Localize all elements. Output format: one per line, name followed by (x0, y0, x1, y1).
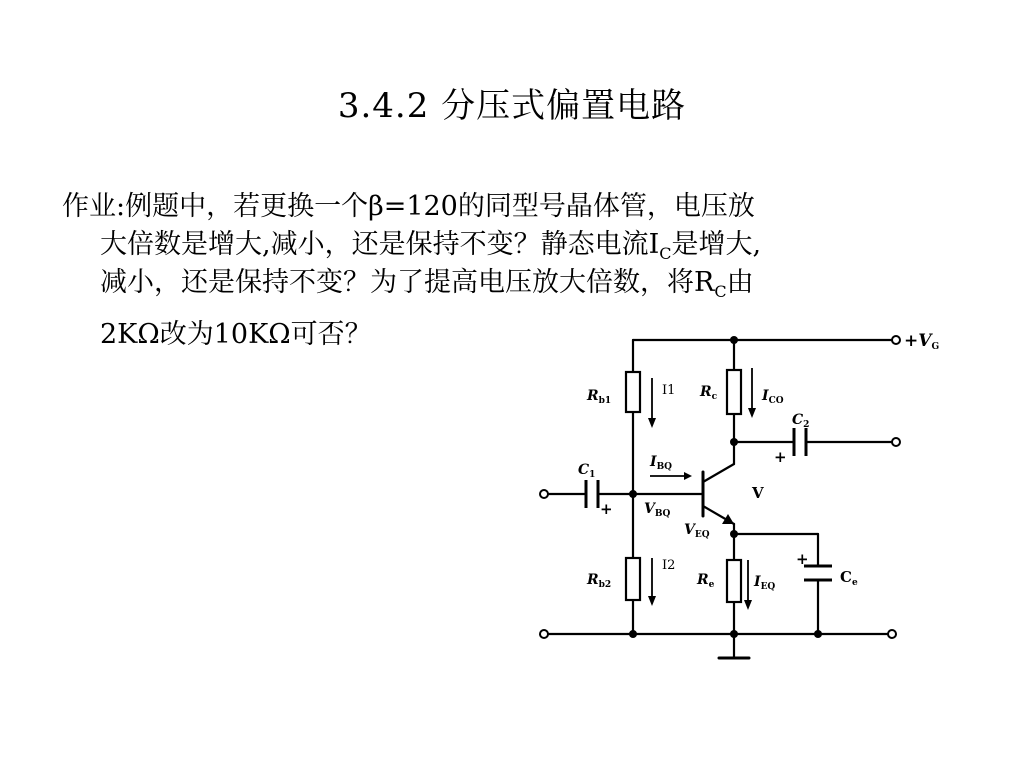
homework-line-3-b: 由 (726, 267, 754, 298)
re-resistor (727, 560, 741, 602)
homework-line-1: 作业:例题中，若更换一个β=120的同型号晶体管，电压放 (62, 191, 755, 222)
input-terminal (540, 490, 548, 498)
ce-polarity-label: + (796, 550, 809, 568)
transistor-label: V (752, 484, 764, 502)
homework-line-4: 2KΩ改为10KΩ可否？ (100, 319, 372, 350)
vcc-terminal (892, 336, 900, 344)
homework-line-3-sub: C (714, 282, 727, 301)
c2-polarity-label: + (774, 448, 787, 466)
output-terminal (892, 438, 900, 446)
c1-label: $C_1$ (578, 462, 596, 480)
arrow-head-icon (748, 408, 756, 418)
slide-title: 3.4.2 分压式偏置电路 (337, 86, 687, 126)
c1-polarity-label: + (600, 500, 613, 518)
ieq-label: $I_{EQ}$ (754, 574, 776, 592)
homework-line-2-b: 是增大, (671, 229, 762, 260)
homework-line-3 (62, 264, 962, 302)
arrow-head-icon (684, 472, 692, 480)
ibq-label: $I_{BQ}$ (650, 454, 673, 472)
junction-dot (730, 438, 738, 446)
re-label: $R_e$ (697, 572, 715, 590)
i1-label: I1 (662, 383, 676, 398)
rc-label: $R_c$ (700, 384, 718, 402)
ico-label: $I_{CO}$ (762, 388, 784, 406)
junction-dot (629, 490, 637, 498)
junction-dot (629, 630, 637, 638)
arrow-head-icon (648, 418, 656, 428)
voltage-divider-bias-circuit (526, 316, 956, 678)
junction-dot (730, 630, 738, 638)
homework-line-2-a: 大倍数是增大,减小，还是保持不变？静态电流I (100, 229, 660, 260)
vbq-label: $V_{BQ}$ (644, 501, 671, 519)
junction-dot (730, 336, 738, 344)
arrow-head-icon (744, 600, 752, 610)
i2-label: I2 (662, 558, 676, 573)
ground-terminal-right (888, 630, 896, 638)
transistor-collector (703, 464, 734, 482)
ground-terminal-left (540, 630, 548, 638)
rb2-label: $R_{b2}$ (587, 572, 612, 590)
rb2-resistor (626, 558, 640, 600)
junction-dot (730, 530, 738, 538)
veq-label: $V_{EQ}$ (684, 522, 710, 540)
rb1-label: $R_{b1}$ (587, 388, 612, 406)
vcc-label: +VG (904, 331, 940, 352)
c2-label: $C_2$ (792, 412, 810, 430)
rc-resistor (727, 370, 741, 414)
junction-dot (814, 630, 822, 638)
homework-line-3-a: 减小，还是保持不变？为了提高电压放大倍数，将R (100, 267, 715, 298)
homework-line-2 (62, 226, 962, 264)
ce-label: $C_e$ (840, 568, 858, 588)
rb1-resistor (626, 372, 640, 412)
homework-line-2-sub: C (659, 244, 672, 263)
arrow-head-icon (648, 596, 656, 606)
